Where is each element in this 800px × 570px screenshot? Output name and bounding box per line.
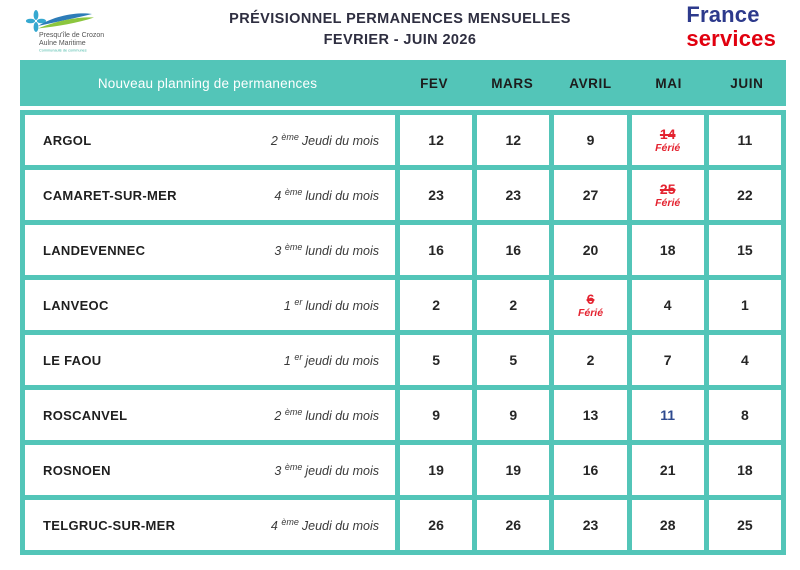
- logo-text-line3: Communauté de communes: [39, 48, 87, 53]
- value-cell: [554, 500, 626, 550]
- value-cell: [709, 390, 781, 440]
- value-cell: [632, 225, 704, 275]
- holiday-label: Férié: [577, 307, 604, 320]
- town-cell: [25, 335, 395, 385]
- permanence-date: 27: [582, 186, 599, 203]
- permanence-date: 5: [432, 351, 440, 368]
- permanence-date: 28: [659, 516, 676, 533]
- town-name: CAMARET-SUR-MER: [43, 187, 177, 203]
- value-cell: [709, 280, 781, 330]
- value-cell: [400, 500, 472, 550]
- month-header-juin: JUIN: [730, 75, 764, 91]
- logo-text-line1: Presqu'île de Crozon: [39, 32, 105, 39]
- permanence-date: 18: [737, 461, 753, 478]
- value-cell: [477, 335, 549, 385]
- title-line1: PRÉVISIONNEL PERMANENCES MENSUELLES: [229, 11, 571, 27]
- schedule-note: 3 $^{ème}$ jeudi du mois: [274, 461, 379, 479]
- table-row: [25, 225, 781, 275]
- permanence-date: 12: [428, 131, 444, 148]
- town-name: TELGRUC-SUR-MER: [43, 517, 176, 533]
- town-cell: [25, 280, 395, 330]
- permanence-date: 8: [740, 406, 749, 423]
- month-header-avril: AVRIL: [569, 75, 612, 91]
- value-cell: [477, 390, 549, 440]
- town-name: ROSNOEN: [43, 462, 111, 478]
- value-cell: [477, 170, 549, 220]
- permanence-date: 9: [509, 406, 518, 423]
- value-cell: [400, 115, 472, 165]
- town-cell: [25, 445, 395, 495]
- value-cell: [709, 500, 781, 550]
- permanence-date: 11: [737, 131, 753, 148]
- permanence-date: 9: [586, 131, 595, 148]
- permanence-date: 25: [737, 516, 753, 533]
- logo-text-line2: Aulne Maritime: [39, 40, 86, 47]
- value-cell: [709, 115, 781, 165]
- town-cell: [25, 115, 395, 165]
- permanence-date: 16: [428, 241, 444, 258]
- holiday-label: Férié: [655, 197, 681, 210]
- table-header-row: [20, 60, 786, 106]
- permanence-date: 11: [660, 406, 676, 423]
- town-cell: [25, 390, 395, 440]
- permanence-date: 26: [428, 516, 444, 533]
- schedule-note: 4 $^{ème}$ Jeudi du mois: [270, 516, 379, 534]
- value-cell: [477, 445, 549, 495]
- crozon-community-logo: [26, 5, 121, 55]
- schedule-note: 4 $^{ème}$ lundi du mois: [274, 186, 379, 204]
- value-cell: [554, 170, 626, 220]
- value-cell: [554, 280, 626, 330]
- permanence-date: 9: [432, 406, 440, 423]
- value-cell: [632, 390, 704, 440]
- month-header-mars: MARS: [491, 75, 534, 91]
- planning-table: [20, 60, 786, 555]
- brand-services-text: services: [686, 25, 776, 51]
- town-name: LE FAOU: [43, 352, 102, 368]
- value-cell: [554, 115, 626, 165]
- month-header-mai: MAI: [655, 75, 682, 91]
- schedule-note: 2 $^{ème}$ Jeudi du mois: [270, 131, 379, 149]
- town-cell: [25, 170, 395, 220]
- value-cell: [554, 390, 626, 440]
- table-row: [25, 115, 781, 165]
- table-row: [25, 170, 781, 220]
- value-cell: [709, 225, 781, 275]
- schedule-note: 1 $^{er}$ jeudi du mois: [283, 351, 379, 369]
- town-name: LANVEOC: [43, 297, 109, 313]
- permanence-date: 4: [663, 296, 672, 313]
- value-cell: [477, 225, 549, 275]
- permanence-date: 26: [505, 516, 522, 533]
- table-row: [25, 280, 781, 330]
- town-cell: [25, 225, 395, 275]
- month-header-fev: FEV: [420, 75, 449, 91]
- permanence-date: 7: [663, 351, 672, 368]
- value-cell: [554, 445, 626, 495]
- schedule-note: 3 $^{ème}$ lundi du mois: [274, 241, 379, 259]
- permanence-date: 19: [505, 461, 522, 478]
- schedule-note: 2 $^{ème}$ lundi du mois: [274, 406, 379, 424]
- value-cell: [554, 225, 626, 275]
- value-cell: [477, 115, 549, 165]
- permanence-date: 2: [509, 296, 518, 313]
- brand-france-text: France: [686, 2, 760, 27]
- table-row: [25, 335, 781, 385]
- value-cell: [709, 445, 781, 495]
- table-row: [25, 390, 781, 440]
- cancelled-date: 6: [586, 290, 595, 307]
- page-header: [0, 0, 800, 60]
- cancelled-date: 25: [659, 180, 676, 197]
- value-cell: [632, 335, 704, 385]
- value-cell: [632, 170, 704, 220]
- holiday-label: Férié: [655, 142, 681, 155]
- value-cell: [554, 335, 626, 385]
- wave-icon: [38, 13, 94, 28]
- permanence-date: 15: [737, 241, 753, 258]
- permanence-date: 19: [428, 461, 444, 478]
- months-header: [395, 60, 786, 106]
- value-cell: [400, 335, 472, 385]
- value-cell: [709, 170, 781, 220]
- permanence-date: 21: [659, 461, 676, 478]
- permanence-date: 12: [505, 131, 522, 148]
- france-services-logo: [686, 3, 776, 51]
- permanence-date: 1: [740, 296, 749, 313]
- permanence-date: 23: [582, 516, 599, 533]
- permanence-date: 20: [582, 241, 599, 258]
- permanence-date: 13: [582, 406, 599, 423]
- permanence-date: 16: [505, 241, 522, 258]
- permanence-date: 16: [582, 461, 599, 478]
- title-line2: FEVRIER - JUIN 2026: [323, 32, 477, 49]
- permanence-date: 2: [586, 351, 595, 368]
- schedule-note: 1 $^{er}$ lundi du mois: [283, 296, 379, 314]
- value-cell: [632, 500, 704, 550]
- town-name: LANDEVENNEC: [43, 242, 146, 258]
- value-cell: [632, 445, 704, 495]
- value-cell: [400, 390, 472, 440]
- value-cell: [400, 445, 472, 495]
- table-row: [25, 445, 781, 495]
- table-body: [20, 110, 786, 555]
- town-name: ROSCANVEL: [43, 407, 128, 423]
- value-cell: [632, 280, 704, 330]
- value-cell: [709, 335, 781, 385]
- value-cell: [400, 225, 472, 275]
- page-title: [229, 9, 571, 51]
- flower-icon: [26, 10, 46, 32]
- permanence-date: 18: [659, 241, 676, 258]
- value-cell: [477, 280, 549, 330]
- planning-header-label: Nouveau planning de permanences: [97, 75, 318, 91]
- permanence-date: 23: [428, 186, 444, 203]
- value-cell: [477, 500, 549, 550]
- permanence-date: 22: [737, 186, 753, 203]
- permanence-date: 2: [432, 296, 440, 313]
- permanence-date: 4: [740, 351, 749, 368]
- permanence-date: 23: [505, 186, 522, 203]
- town-name: ARGOL: [43, 132, 92, 148]
- value-cell: [400, 280, 472, 330]
- planning-header-cell: [20, 60, 395, 106]
- value-cell: [632, 115, 704, 165]
- town-cell: [25, 500, 395, 550]
- value-cell: [400, 170, 472, 220]
- cancelled-date: 14: [659, 125, 676, 142]
- table-row: [25, 500, 781, 550]
- permanence-date: 5: [509, 351, 518, 368]
